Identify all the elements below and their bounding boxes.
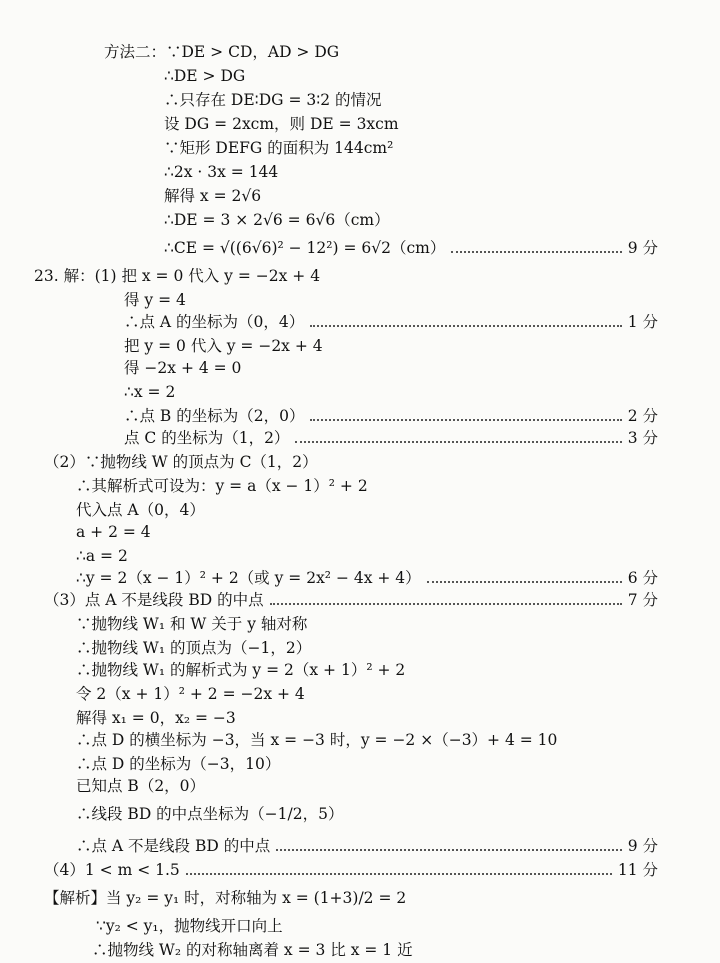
score-mark: 7 分 [627,591,658,609]
leader-dots [310,310,622,334]
line-text: 令 2（x + 1）² + 2 = −2x + 4 [76,685,305,703]
line-text: ∴抛物线 W₁ 的顶点为（−1，2） [76,639,312,657]
line-text: ∴2x · 3x = 144 [164,163,279,181]
line-text: ∴只存在 DE∶DG = 3∶2 的情况 [164,91,382,109]
line-text: ∴DE > DG [164,67,246,85]
answer-line-m2-5 [0,160,720,184]
answer-line-q23-8 [0,426,720,450]
line-text: （3）点 A 不是线段 BD 的中点 [44,591,264,609]
line-text: ∴线段 BD 的中点坐标为（−1/2，5） [76,805,344,823]
line-text: 23. 解：(1) 把 x = 0 代入 y = −2x + 4 [34,267,321,285]
leader-dots [451,236,622,260]
answer-line-q23-7 [0,404,720,428]
line-text: ∴点 A 的坐标为（0，4） [124,313,305,331]
score-mark: 11 分 [617,861,658,879]
answer-line-q23-6 [0,380,720,404]
leader-dots [295,426,622,450]
line-text: 得 y = 4 [124,291,186,309]
leader-dots [427,566,622,590]
line-text: （2）∵抛物线 W 的顶点为 C（1，2） [44,453,318,471]
answer-line-p2-1 [0,450,720,474]
line-text: ∵矩形 DEFG 的面积为 144cm² [164,139,394,157]
leader-dots [310,404,622,428]
line-text: a + 2 = 4 [76,523,151,541]
line-text: ∴点 D 的坐标为（−3，10） [76,755,281,773]
answer-line-p3-6 [0,706,720,730]
answer-line-p3-1 [0,588,720,612]
answer-line-q23-4 [0,334,720,358]
line-text: 把 y = 0 代入 y = −2x + 4 [124,337,323,355]
answer-line-q23-5 [0,356,720,380]
line-text: ∴a = 2 [76,547,128,565]
line-text: ∵y₂ < y₁，抛物线开口向上 [96,917,283,935]
line-text: 方法二：∵DE > CD，AD > DG [104,43,340,61]
answer-line-p3-7 [0,728,720,752]
answer-line-p2-4 [0,520,720,544]
leader-dots [276,834,622,858]
line-text: 得 −2x + 4 = 0 [124,359,242,377]
line-text: 已知点 B（2，0） [76,777,206,795]
answer-line-q23-3 [0,310,720,334]
answer-line-p2-3 [0,498,720,522]
score-mark: 1 分 [627,313,658,331]
line-text: ∴DE = 3 × 2√6 = 6√6（cm） [164,211,390,229]
answer-line-p2-2 [0,474,720,498]
answer-line-m2-7 [0,208,720,232]
answer-line-p3-5 [0,682,720,706]
answer-line-m2-3 [0,112,720,136]
answer-line-p3-8 [0,752,720,776]
leader-dots [186,858,612,882]
leader-dots [270,588,622,612]
answer-line-p3-9 [0,774,720,798]
answer-line-p3-2 [0,612,720,636]
score-mark: 2 分 [627,407,658,425]
score-mark: 6 分 [627,569,658,587]
answer-line-p3-10 [0,802,720,826]
line-text: 【解析】当 y₂ = y₁ 时，对称轴为 x = (1+3)/2 = 2 [44,889,407,907]
line-text: ∴x = 2 [124,383,176,401]
line-text: ∴抛物线 W₂ 的对称轴离着 x = 3 比 x = 1 近 [92,941,413,959]
line-text: 解得 x = 2√6 [164,187,262,205]
score-mark: 9 分 [627,239,658,257]
answer-line-p2-6 [0,566,720,590]
line-text: （4）1 < m < 1.5 [44,861,180,879]
line-text: ∴y = 2（x − 1）² + 2（或 y = 2x² − 4x + 4） [76,569,421,587]
line-text: ∴点 A 不是线段 BD 的中点 [76,837,271,855]
line-text: 点 C 的坐标为（1，2） [124,429,290,447]
line-text: ∴其解析式可设为：y = a（x − 1）² + 2 [76,477,368,495]
line-text: 代入点 A（0，4） [76,501,205,519]
answer-line-p3-3 [0,636,720,660]
line-text: ∵抛物线 W₁ 和 W 关于 y 轴对称 [76,615,308,633]
answer-line-m2-2 [0,88,720,112]
answer-line-p3-4 [0,658,720,682]
answer-line-m2-head [0,40,720,64]
answer-line-p2-5 [0,544,720,568]
answer-line-p4-1 [0,858,720,882]
answer-line-an-2 [0,914,720,938]
answer-line-m2-4 [0,136,720,160]
answer-line-p3-11 [0,834,720,858]
answer-line-an-1 [0,886,720,910]
score-mark: 3 分 [627,429,658,447]
line-text: 解得 x₁ = 0，x₂ = −3 [76,709,236,727]
line-text: ∴点 B 的坐标为（2，0） [124,407,305,425]
score-mark: 9 分 [627,837,658,855]
answer-line-q23-1 [0,264,720,288]
answer-line-an-3 [0,938,720,962]
answer-line-m2-6 [0,184,720,208]
line-text: ∴抛物线 W₁ 的解析式为 y = 2（x + 1）² + 2 [76,661,406,679]
answer-line-m2-1 [0,64,720,88]
answer-line-m2-8 [0,236,720,260]
answer-line-q23-2 [0,288,720,312]
line-text: 设 DG = 2xcm，则 DE = 3xcm [164,115,399,133]
line-text: ∴CE = √((6√6)² − 12²) = 6√2（cm） [164,239,446,257]
line-text: ∴点 D 的横坐标为 −3，当 x = −3 时，y = −2 ×（−3）+ 4 = 10 [76,731,558,749]
